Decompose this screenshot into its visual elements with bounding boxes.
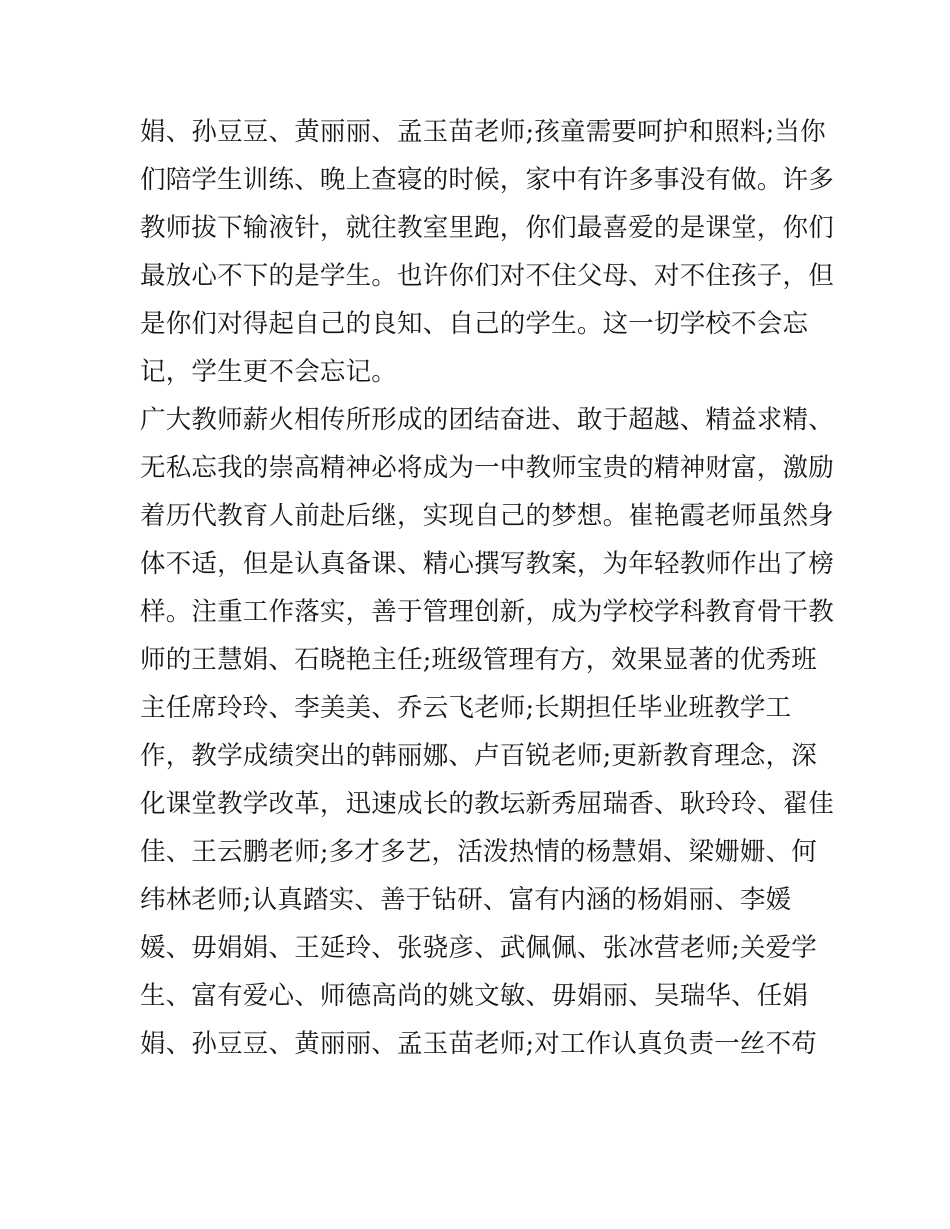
text-line: 体不适，但是认真备课、精心撰写教案，为年轻教师作出了榜 (140, 549, 834, 579)
text-line: 教师拔下输液针，就往教室里跑，你们最喜爱的是课堂，你们 (140, 213, 834, 243)
text-line: 们陪学生训练、晚上查寝的时候，家中有许多事没有做。许多 (140, 165, 834, 195)
text-line: 记，学生更不会忘记。 (140, 357, 398, 387)
text-line: 无私忘我的崇高精神必将成为一中教师宝贵的精神财富，激励 (140, 453, 834, 483)
text-line: 娟、孙豆豆、黄丽丽、孟玉苗老师;孩童需要呵护和照料;当你 (140, 117, 826, 147)
text-line: 化课堂教学改革，迅速成长的教坛新秀屈瑞香、耿玲玲、翟佳 (140, 789, 834, 819)
text-line: 师的王慧娟、石晓艳主任;班级管理有方，效果显著的优秀班 (140, 645, 817, 675)
text-line: 广大教师薪火相传所形成的团结奋进、敢于超越、精益求精、 (140, 405, 834, 435)
text-line: 样。注重工作落实，善于管理创新，成为学校学科教育骨干教 (140, 597, 834, 627)
text-line: 主任席玲玲、李美美、乔云飞老师;长期担任毕业班教学工 (140, 693, 792, 723)
text-line: 是你们对得起自己的良知、自己的学生。这一切学校不会忘 (140, 309, 809, 339)
text-line: 生、富有爱心、师德高尚的姚文敏、毋娟丽、吴瑞华、任娟 (140, 981, 809, 1011)
text-line: 着历代教育人前赴后继，实现自己的梦想。崔艳霞老师虽然身 (140, 501, 834, 531)
text-line: 作，教学成绩突出的韩丽娜、卢百锐老师;更新教育理念，深 (140, 741, 817, 771)
text-line: 媛、毋娟娟、王延玲、张骁彦、武佩佩、张冰营老师;关爱学 (140, 933, 817, 963)
body-text (140, 108, 834, 1068)
text-line: 纬林老师;认真踏实、善于钻研、富有内涵的杨娟丽、李媛 (140, 885, 792, 915)
text-line: 佳、王云鹏老师;多才多艺，活泼热情的杨慧娟、梁姗姗、何 (140, 837, 817, 867)
text-line: 娟、孙豆豆、黄丽丽、孟玉苗老师;对工作认真负责一丝不苟 (140, 1029, 817, 1059)
text-line: 最放心不下的是学生。也许你们对不住父母、对不住孩子，但 (140, 261, 834, 291)
